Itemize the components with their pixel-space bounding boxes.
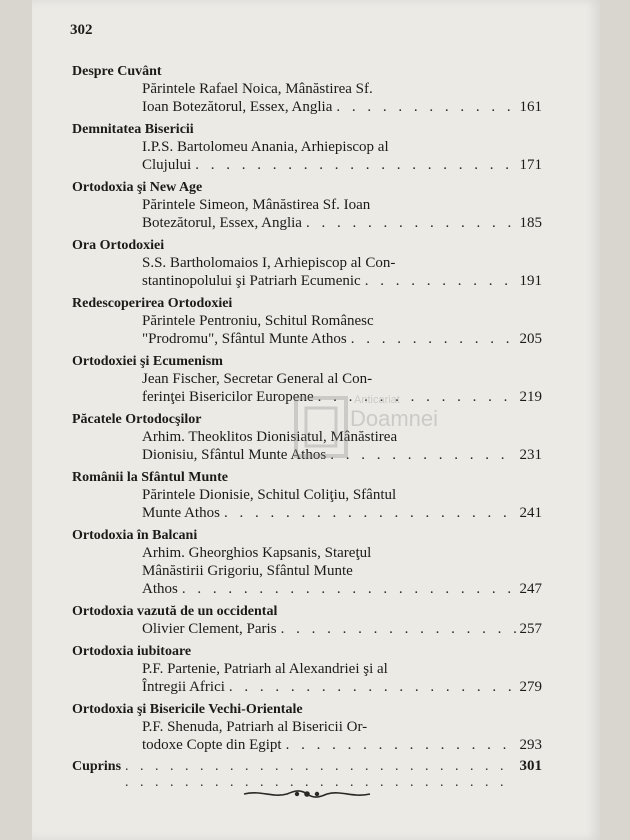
author-line: Părintele Simeon, Mânăstirea Sf. Ioan [142,197,371,213]
dot-leader [286,736,516,754]
page-reference: 205 [519,331,542,347]
toc-entry-title: Despre Cuvânt [72,64,162,79]
leader-line [142,446,542,464]
toc-entry-title: Ortodoxiei şi Ecumenism [72,354,223,369]
author-line: Clujului [142,157,192,173]
toc-entry-author [142,620,542,638]
toc-entry-author [142,486,542,522]
page-reference: 231 [519,447,542,463]
toc-entry-title: Păcatele Ortodocşilor [72,412,202,427]
leader-line [142,620,542,638]
author-line: Olivier Clement, Paris [142,621,277,637]
author-line: P.F. Partenie, Patriarh al Alexandriei şi al [142,661,388,677]
author-line: Dionisiu, Sfântul Munte Athos [142,447,327,463]
toc-entry-author [142,718,542,754]
toc-entry-title: Ortodoxia în Balcani [72,528,198,543]
author-line: Arhim. Gheorghios Kapsanis, Stareţul [142,545,372,561]
toc-entry [72,644,542,696]
toc-entry-title: Românii la Sfântul Munte [72,470,228,485]
page-reference: 247 [519,581,542,597]
toc-entry [72,238,542,290]
leader-line [142,678,542,696]
toc-entry-author [142,428,542,464]
page-reference: 185 [519,215,542,231]
author-line: Athos [142,581,178,597]
dot-leader [336,98,515,116]
cuprins-label: Cuprins [72,759,122,774]
dot-leader [330,446,515,464]
page-reference: 301 [519,758,542,774]
dot-leader [224,504,516,522]
toc-entry [72,296,542,348]
page-reference: 257 [519,621,542,637]
page-reference: 219 [519,389,542,405]
page-reference: 161 [519,99,542,115]
table-of-contents [72,58,542,791]
leader-line [142,388,542,406]
toc-entry [72,180,542,232]
author-line: Botezătorul, Essex, Anglia [142,215,302,231]
author-line: "Prodromu", Sfântul Munte Athos [142,331,347,347]
author-line: S.S. Bartholomaios I, Arhiepiscop al Con- [142,255,396,271]
toc-entry-author [142,370,542,406]
author-line: Întregii Africi [142,679,225,695]
dot-leader [318,388,516,406]
toc-entry-title: Redescoperirea Ortodoxiei [72,296,233,311]
toc-entry-author [142,138,542,174]
page-reference: 171 [519,157,542,173]
toc-entry-title: Ortodoxia iubitoare [72,644,192,659]
dot-leader [306,214,516,232]
leader-line [142,272,542,290]
ornament-divider-icon [242,786,372,802]
author-line: Munte Athos [142,505,220,521]
toc-entry-title: Demnitatea Bisericii [72,122,194,137]
leader-line [142,504,542,522]
author-line: Jean Fischer, Secretar General al Con- [142,371,373,387]
page-reference: 191 [519,273,542,289]
leader-line [142,736,542,754]
toc-entry-author [142,312,542,348]
dot-leader [281,620,516,638]
dot-leader [365,272,516,290]
page-reference: 241 [519,505,542,521]
toc-entry [72,702,542,754]
watermark-small-text: Anticariat [354,394,400,406]
toc-entry-title: Ora Ortodoxiei [72,238,165,253]
page-number: 302 [70,22,93,38]
page-reference: 279 [519,679,542,695]
toc-entry [72,412,542,464]
toc-entry [72,122,542,174]
author-line: todoxe Copte din Egipt [142,737,282,753]
dot-leader [182,580,516,598]
toc-entry [72,604,542,638]
author-line: P.F. Shenuda, Patriarh al Bisericii Or- [142,719,368,735]
author-line: I.P.S. Bartolomeu Anania, Arhiepiscop al [142,139,389,155]
leader-line [142,98,542,116]
toc-entry-author [142,544,542,598]
leader-line [142,580,542,598]
author-line: Părintele Rafael Noica, Mânăstirea Sf. [142,81,373,97]
book-page [32,0,600,840]
toc-entry-author [142,196,542,232]
author-line: stantinopolului şi Patriarh Ecumenic [142,273,361,289]
toc-entry-author [142,660,542,696]
toc-entry-title: Ortodoxia vazută de un occidental [72,604,278,619]
author-line: Părintele Pentroniu, Schitul Românesc [142,313,374,329]
leader-line [142,214,542,232]
toc-entry [72,354,542,406]
leader-line [142,330,542,348]
author-line: Mânăstirii Grigoriu, Sfântul Munte [142,563,353,579]
dot-leader [351,330,516,348]
page-reference: 293 [519,737,542,753]
toc-entry-author [142,80,542,116]
toc-entry-title: Ortodoxia şi New Age [72,180,203,195]
author-line: Părintele Dionisie, Schitul Coliţiu, Sfântul [142,487,397,503]
toc-entry [72,64,542,116]
author-line: Arhim. Theoklitos Dionisiatul, Mânăstirea [142,429,398,445]
dot-leader [195,156,515,174]
dot-leader [229,678,516,696]
toc-entry-author [142,254,542,290]
toc-entry [72,528,542,598]
author-line: ferinţei Bisericilor Europene [142,389,314,405]
author-line: Ioan Botezătorul, Essex, Anglia [142,99,333,115]
toc-entry [72,470,542,522]
watermark-big-text: Doamnei [350,406,439,431]
toc-entry-title: Ortodoxia şi Bisericile Vechi-Orientale [72,702,303,717]
leader-line [142,156,542,174]
